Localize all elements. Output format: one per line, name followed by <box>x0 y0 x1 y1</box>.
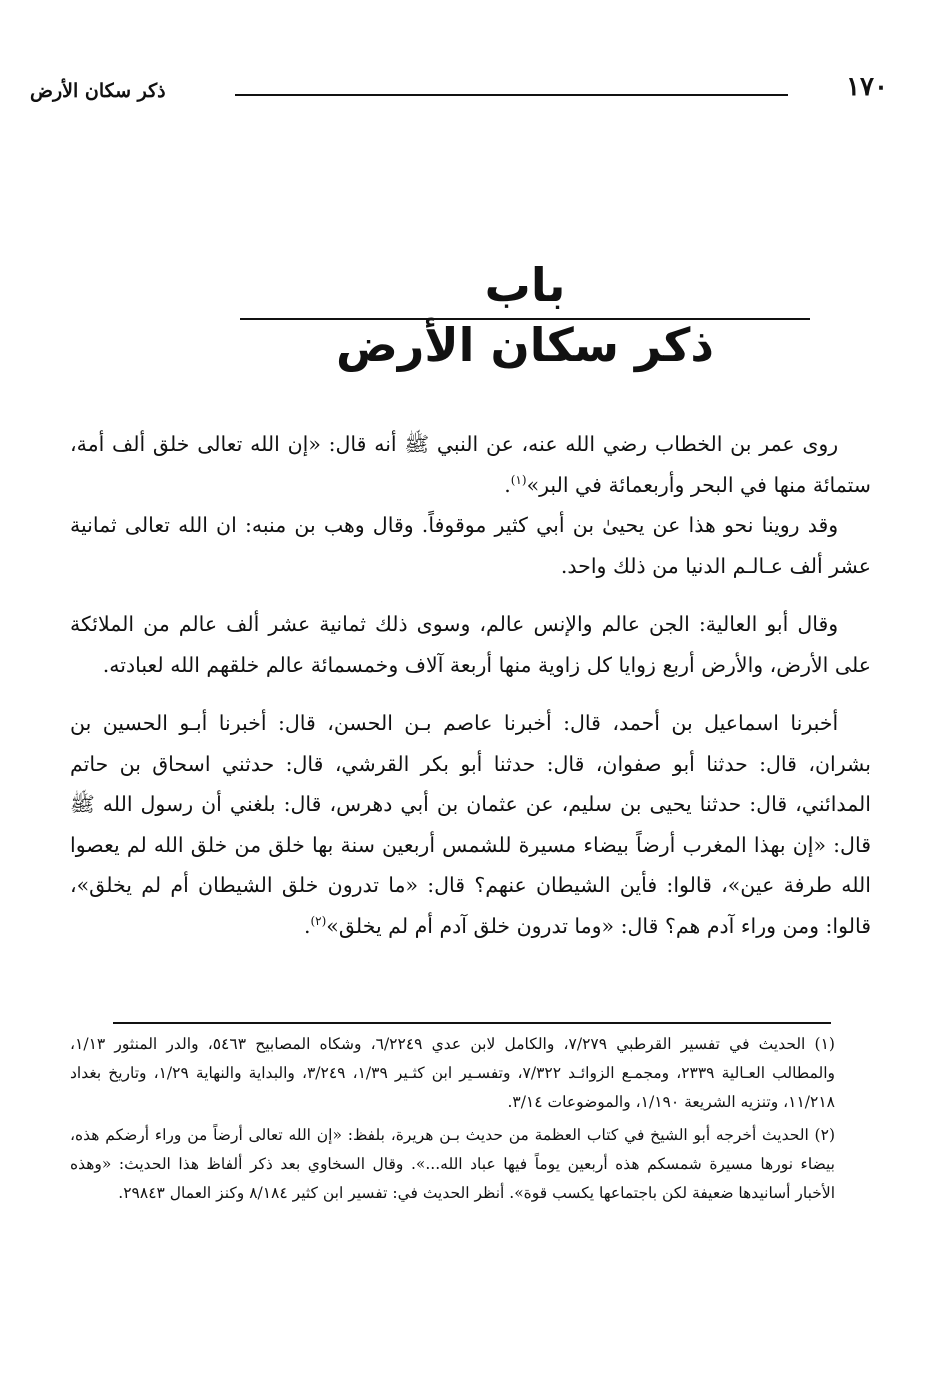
chapter-label: باب <box>484 258 566 312</box>
footnote-1: (١) الحديث في تفسير القرطبي ٧/٢٧٩، والكامل لابن عدي ٦/٢٢٤٩، وشكاه المصابيح ٥٤٦٣، والدر المنثور ١/١٣، والمطالب العـالية ٢٣٣٩، ومجمـع الزوائـد ٧/٣٢٢، وتفسـير ابن كثـير ١/٣٩، ٣/٢٤٩، والبداية والنهاية ١/٢٩، وتاريخ بغداد ١١/٢١٨، وتنزيه الشريعة ١/١٩٠، والموضوعات ٣/١٤. <box>70 1035 835 1111</box>
footnote-marker: (١) <box>510 472 527 487</box>
paragraph-end: . <box>303 913 311 938</box>
chapter-title: ذكر سكان الأرض <box>336 318 714 372</box>
header-rule <box>235 94 788 96</box>
footnote-separator <box>113 1022 831 1024</box>
paragraph-text: روى عمر بن الخطاب رضي الله عنه، عن النبي ﷺ أنه قال: «إن الله تعالى خلق ألف أمة، ستمائة منها في البحر وأربعمائة في البر» <box>70 432 871 497</box>
paragraph <box>70 424 871 505</box>
paragraph-text: أخبرنا اسماعيل بن أحمد، قال: أخبرنا عاصم بـن الحسن، قال: أخبرنا أبـو الحسين بن بشران، قال: حدثنا أبو صفوان، قال: حدثنا أبو بكر القرشي، قال: حدثني اسحاق بن حاتم المدائني، قال: حدثنا يحيى بن سليم، عن عثمان بن أبي دهرس، قال: بلغني أن رسول الله ﷺ قال: «إن بهذا المغرب أرضاً بيضاء مسيرة للشمس أربعين سنة بها خلق من خلق الله لم يعصوا الله طرفة عين»، قالوا: فأين الشيطان عنهم؟ قال: «ما تدرون خلق الشيطان أم لم يخلق»، قالوا: ومن وراء آدم هم؟ قال: «وما تدرون خلق آدم أم لم يخلق» <box>70 711 871 938</box>
running-header <box>30 72 888 118</box>
paragraph: وقال أبو العالية: الجن عالم والإنس عالم، وسوى ذلك ثمانية عشر ألف عالم من الملائكة على الأرض، والأرض أربع زوايا كل زاوية منها أربعة آلاف وخمسمائة عالم خلقهم الله لعبادته. <box>70 612 871 677</box>
page-number: ١٧٠ <box>846 72 888 102</box>
chapter-heading <box>240 252 810 382</box>
footnote-marker: (٢) <box>310 913 327 928</box>
paragraph-end: . <box>504 472 511 497</box>
main-text <box>70 424 871 946</box>
paragraph <box>70 703 871 946</box>
footnote-2: (٢) الحديث أخرجه أبو الشيخ في كتاب العظمة من حديث بـن هريرة، بلفظ: «إن الله تعالى أرضاً من وراء أرضكم هذه، بيضاء نورها مسيرة شمسكم هذه أربعين يوماً فيها عباد الله...». وقال السخاوي بعد ذكر ألفاظ هذا الحديث: «وهذه الأخبار أسانيدها ضعيفة لكن باجتماعها يكسب قوة». أنظر الحديث في: تفسير ابن كثير ٨/١٨٤ وكنز العمال ٢٩٨٤٣. <box>70 1126 835 1202</box>
footnotes <box>70 1030 835 1208</box>
paragraph: وقد روينا نحو هذا عن يحيىٰ بن أبي كثير موقوفاً. وقال وهب بن منبه: ان الله تعالى ثمانية عشر ألف عـالـم الدنيا من ذلك واحد. <box>70 513 871 578</box>
running-section-title: ذكر سكان الأرض <box>30 80 166 102</box>
